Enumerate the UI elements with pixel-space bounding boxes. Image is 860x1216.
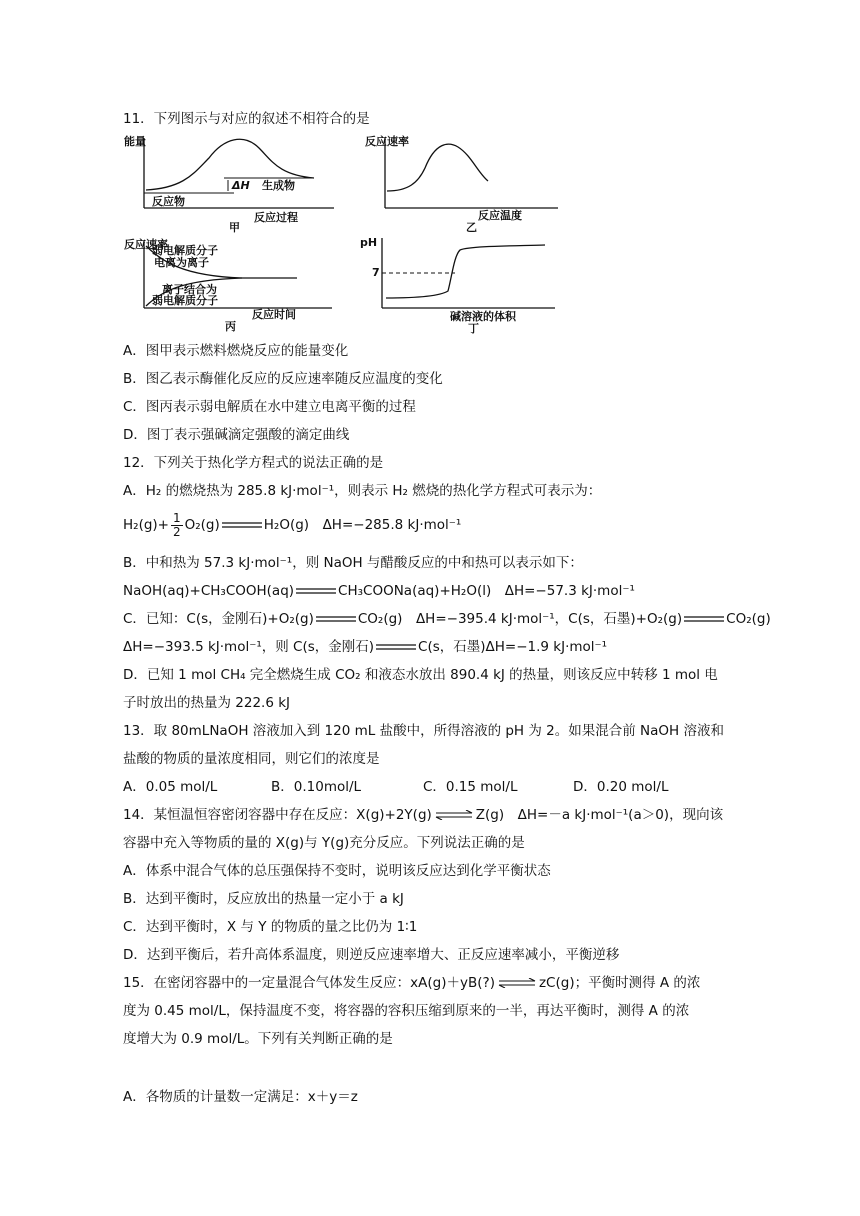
equals-arrow-icon: [222, 521, 262, 529]
q12-option-c-line1: C．已知：C(s，金刚石)+O₂(g) CO₂(g) ΔH=−395.4 kJ·mol⁻¹，C(s，石墨)+O₂(g) CO₂(g): [123, 611, 771, 627]
ding-name: 丁: [468, 322, 479, 335]
q14-stem-line2: 容器中充入等物质的量的 X(g)与 Y(g)充分反应。下列说法正确的是: [123, 835, 525, 851]
q15-stem-line2: 度为 0.45 mol/L，保持温度不变，将容器的容积压缩到原来的一半，再达平衡时，测得 A 的浓: [123, 1003, 690, 1019]
q12-option-b-line1: B．中和热为 57.3 kJ·mol⁻¹，则 NaOH 与醋酸反应的中和热可以表示如下：: [123, 555, 583, 571]
q14-option-d: D．达到平衡后，若升高体系温度，则逆反应速率增大、正反应速率减小，平衡逆移: [123, 947, 620, 963]
equilibrium-arrow-icon: [434, 810, 474, 820]
jia-product-label: 生成物: [262, 179, 295, 192]
q11-option-b: B．图乙表示酶催化反应的反应速率随反应温度的变化: [123, 371, 443, 387]
q15-stem-line3: 度增大为 0.9 mol/L。下列有关判断正确的是: [123, 1031, 393, 1047]
q14-option-c: C．达到平衡时，X 与 Y 的物质的量之比仍为 1∶1: [123, 919, 418, 935]
q12-option-b-equation: NaOH(aq)+CH₃COOH(aq) CH₃COONa(aq)+H₂O(l) ΔH=−57.3 kJ·mol⁻¹: [123, 583, 635, 599]
bing-curve2-label-a: 离子结合为: [162, 283, 217, 296]
q15-stem-line1: 15．在密闭容器中的一定量混合气体发生反应：xA(g)＋yB(?) zC(g)；平衡时测得 A 的浓: [123, 975, 701, 991]
q13-stem-line2: 盐酸的物质的量浓度相同，则它们的浓度是: [123, 751, 380, 767]
jia-name: 甲: [229, 221, 240, 233]
q12-option-c-line2: ΔH=−393.5 kJ·mol⁻¹，则 C(s，金刚石) C(s，石墨)ΔH=−1.9 kJ·mol⁻¹: [123, 639, 608, 655]
q12-stem: 12．下列关于热化学方程式的说法正确的是: [123, 455, 384, 471]
equals-arrow-icon: [316, 615, 356, 623]
q12-option-d-line1: D．已知 1 mol CH₄ 完全燃烧生成 CO₂ 和液态水放出 890.4 kJ 的热量，则该反应中转移 1 mol 电: [123, 667, 718, 683]
figure-bing: [122, 236, 342, 336]
q13-stem-line1: 13．取 80mLNaOH 溶液加入到 120 mL 盐酸中，所得溶液的 pH 为 2。如果混合前 NaOH 溶液和: [123, 723, 724, 739]
ding-y-label: pH: [360, 236, 378, 249]
q13-option-b: B．0.10mol/L: [271, 779, 362, 795]
q12-option-a-line1: A．H₂ 的燃烧热为 285.8 kJ·mol⁻¹，则表示 H₂ 燃烧的热化学方程式可表示为：: [123, 483, 602, 499]
jia-dh-label: ΔH: [232, 179, 250, 192]
bing-name: 丙: [225, 320, 236, 333]
q12-option-a-equation: H₂(g)+ $\frac{1}{2}$ O₂(g) H₂O(g) ΔH=−285.8 kJ·mol⁻¹: [123, 510, 462, 539]
yi-y-label: 反应速率: [365, 135, 409, 148]
figure-jia: [124, 133, 344, 233]
q13-option-c: C．0.15 mol/L: [423, 779, 518, 795]
equilibrium-arrow-icon: [497, 978, 537, 988]
bing-curve1-label-b: 电离为离子: [154, 256, 209, 269]
equals-arrow-icon: [376, 643, 416, 651]
equals-arrow-icon: [296, 587, 336, 595]
q15-option-a: A．各物质的计量数一定满足：x＋y＝z: [123, 1089, 358, 1105]
yi-name: 乙: [466, 221, 477, 233]
figure-yi: [363, 133, 563, 233]
bing-curve2-label-b: 弱电解质分子: [152, 294, 218, 307]
ding-x-label: 碱溶液的体积: [450, 310, 516, 323]
bing-x-label: 反应时间: [252, 308, 296, 321]
q11-stem: 11．下列图示与对应的叙述不相符合的是: [123, 111, 370, 127]
q14-stem-line1: 14．某恒温恒容密闭容器中存在反应：X(g)+2Y(g) Z(g) ΔH=－a kJ·mol⁻¹(a＞0)，现向该: [123, 807, 724, 823]
q11-option-c: C．图丙表示弱电解质在水中建立电离平衡的过程: [123, 399, 416, 415]
equals-arrow-icon: [684, 615, 724, 623]
bing-curve1-label-a: 弱电解质分子: [152, 244, 218, 257]
ding-tick-7: 7: [372, 266, 380, 279]
q14-option-b: B．达到平衡时，反应放出的热量一定小于 a kJ: [123, 891, 404, 907]
q11-option-a: A．图甲表示燃料燃烧反应的能量变化: [123, 343, 349, 359]
q13-option-a: A．0.05 mol/L: [123, 779, 218, 795]
q12-option-d-line2: 子时放出的热量为 222.6 kJ: [123, 695, 291, 711]
q13-option-d: D．0.20 mol/L: [573, 779, 669, 795]
jia-y-label: 能量: [124, 135, 146, 148]
half-fraction: $\frac{1}{2}$: [172, 510, 181, 539]
bing-y-label: 反应速率: [124, 238, 168, 251]
jia-x-label: 反应过程: [254, 211, 298, 224]
figure-ding: [360, 236, 560, 336]
q11-option-d: D．图丁表示强碱滴定强酸的滴定曲线: [123, 427, 350, 443]
q14-option-a: A．体系中混合气体的总压强保持不变时，说明该反应达到化学平衡状态: [123, 863, 551, 879]
yi-x-label: 反应温度: [478, 209, 522, 222]
jia-reactant-label: 反应物: [152, 195, 185, 208]
